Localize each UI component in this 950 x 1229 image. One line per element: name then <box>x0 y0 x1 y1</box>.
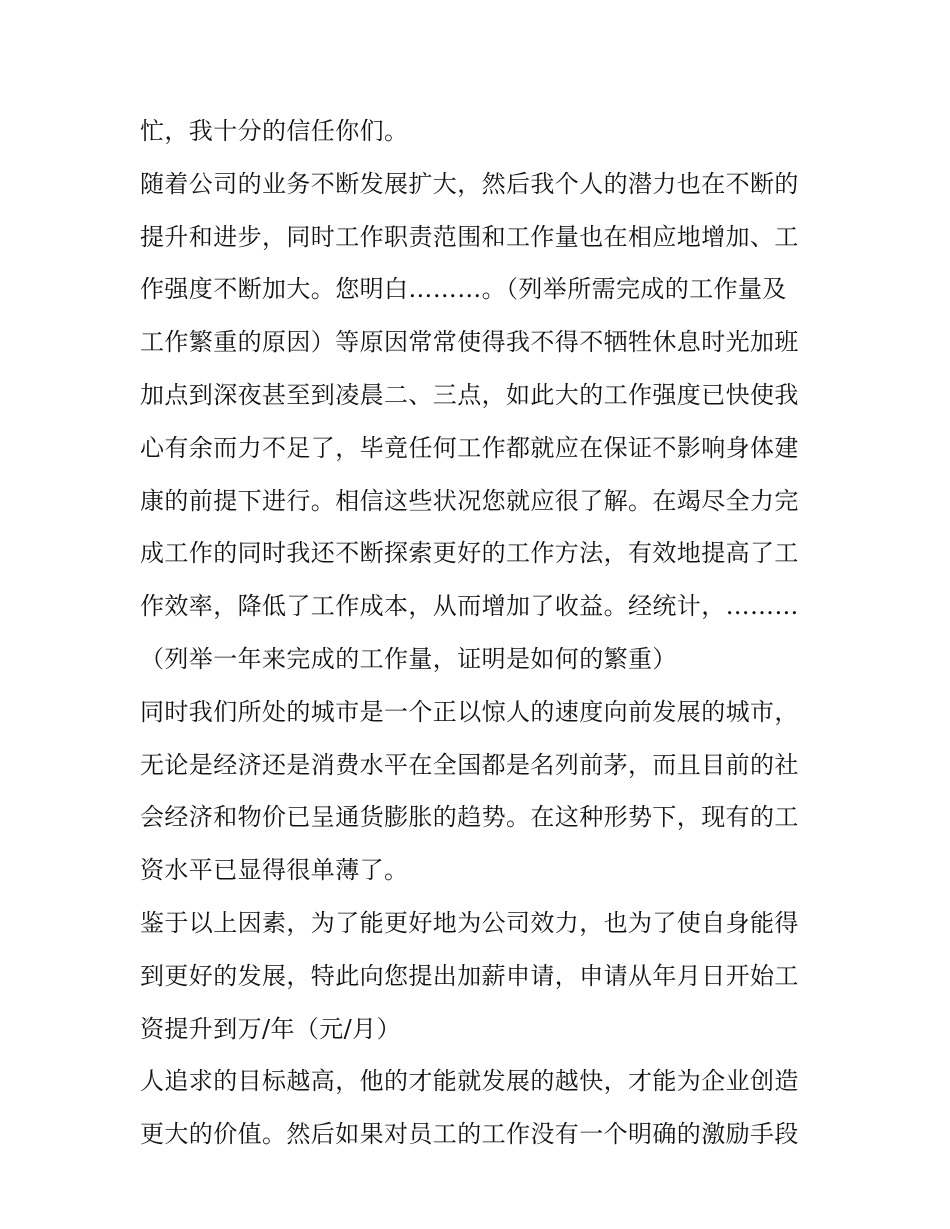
text-line: 资水平已显得很单薄了。 <box>140 856 409 885</box>
text-line: 作强度不断加大。您明白………。（列举所需完成的工作量及 <box>140 275 787 304</box>
text-line: 资提升到万/年（元/月） <box>140 1014 401 1043</box>
text-line: 心有余而力不足了，毕竟任何工作都就应在保证不影响身体建 <box>140 433 799 462</box>
text-line: 提升和进步，同时工作职责范围和工作量也在相应地增加、工 <box>140 222 799 251</box>
text-line: 到更好的发展，特此向您提出加薪申请，申请从年月日开始工 <box>140 961 799 990</box>
text-line: 更大的价值。然后如果对员工的工作没有一个明确的激励手段 <box>140 1120 799 1149</box>
document-body <box>140 105 820 1161</box>
text-line: 成工作的同时我还不断探索更好的工作方法，有效地提高了工 <box>140 539 799 568</box>
text-line: 忙，我十分的信任你们。 <box>140 117 409 145</box>
text-line: 加点到深夜甚至到凌晨二、三点，如此大的工作强度已快使我 <box>140 380 799 409</box>
text-line: 鉴于以上因素，为了能更好地为公司效力，也为了使自身能得 <box>140 908 799 937</box>
text-line: 作效率，降低了工作成本，从而增加了收益。经统计，……… <box>140 592 799 621</box>
text-line: 随着公司的业务不断发展扩大，然后我个人的潜力也在不断的 <box>140 169 799 198</box>
text-line: 康的前提下进行。相信这些状况您就应很了解。在竭尽全力完 <box>140 486 799 515</box>
text-line: 工作繁重的原因）等原因常常使得我不得不牺牲休息时光加班 <box>140 328 799 357</box>
text-line: 无论是经济还是消费水平在全国都是名列前茅，而且目前的社 <box>140 750 799 779</box>
text-line: 同时我们所处的城市是一个正以惊人的速度向前发展的城市， <box>140 697 799 726</box>
text-line: 人追求的目标越高，他的才能就发展的越快，才能为企业创造 <box>140 1067 799 1096</box>
text-line: 会经济和物价已呈通货膨胀的趋势。在这种形势下，现有的工 <box>140 803 799 832</box>
text-line: （列举一年来完成的工作量，证明是如何的繁重） <box>140 644 677 673</box>
